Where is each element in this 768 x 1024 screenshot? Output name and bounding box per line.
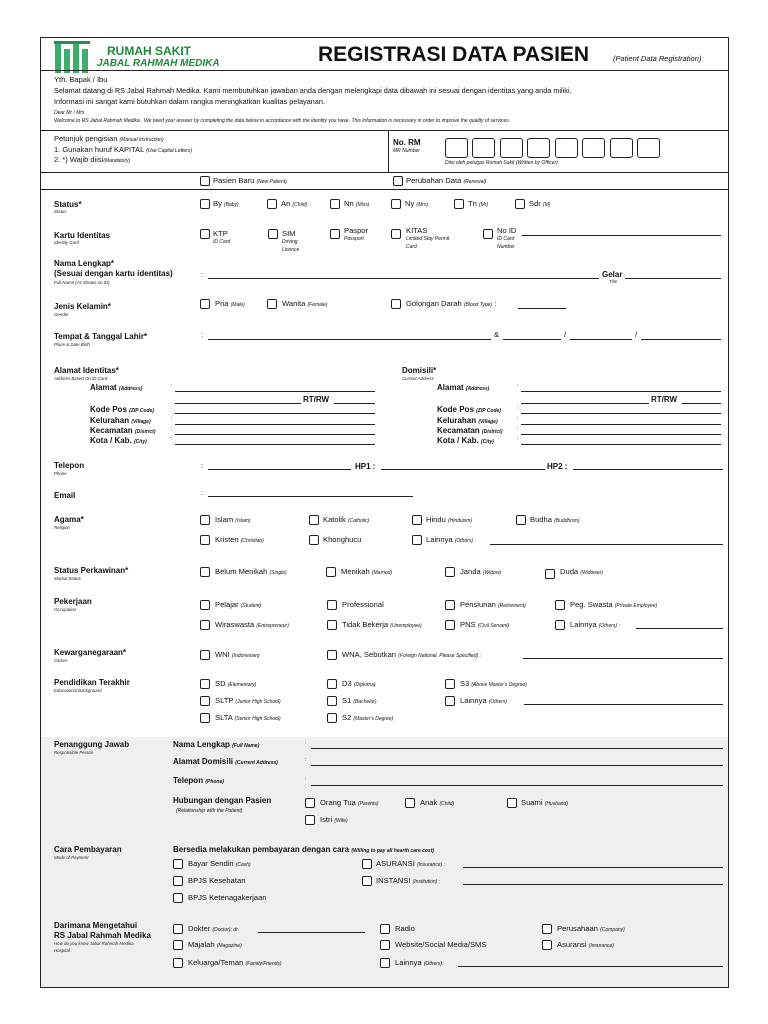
current-city-input[interactable] — [521, 444, 721, 445]
wna-checkbox[interactable] — [327, 650, 337, 660]
female-checkbox[interactable] — [267, 299, 277, 309]
email-input[interactable] — [208, 496, 413, 497]
mr-number-note: Diisi oleh petugas Rumah Sakit (Written by Officer) — [445, 160, 558, 166]
source-checkbox[interactable] — [380, 958, 390, 968]
blood-type-checkbox[interactable] — [391, 299, 401, 309]
occupation-checkbox[interactable] — [200, 620, 210, 630]
mr-digit-box[interactable] — [472, 138, 495, 158]
status-option: Tn (Mr) — [468, 199, 489, 208]
status-label: Status* — [54, 200, 82, 209]
doctor-name-input[interactable] — [258, 932, 365, 933]
divider — [40, 189, 729, 190]
status-option: An (Child) — [281, 199, 308, 208]
relation-checkbox[interactable] — [305, 798, 315, 808]
religion-checkbox[interactable] — [309, 515, 319, 525]
status-option: By (Baby) — [213, 199, 239, 208]
id-card-label: Kartu Identitas — [54, 231, 111, 240]
hospital-name-2: JABAL RAHMAH MEDIKA — [97, 58, 220, 69]
education-checkbox[interactable] — [327, 713, 337, 723]
occupation-checkbox[interactable] — [445, 620, 455, 630]
responsible-name-input[interactable] — [311, 748, 723, 749]
birth-month-input[interactable] — [570, 339, 632, 340]
status-checkbox[interactable] — [330, 199, 340, 209]
id-address-input-2[interactable] — [175, 403, 301, 404]
status-checkbox[interactable] — [267, 199, 277, 209]
intro-en-1: Dear Mr / Mrs — [54, 110, 85, 116]
hospital-name: RUMAH SAKIT — [107, 44, 191, 58]
occupation-other-input[interactable] — [636, 628, 723, 629]
title-label: Gelar — [602, 270, 623, 279]
instruction-rule-2: 2. *) Wajib diisi(Mandatory) — [54, 155, 131, 164]
source-checkbox[interactable] — [173, 958, 183, 968]
intro-line-2: Informasi ini sangat kami butuhkan dalam rangka meningkatkan kualitas pelayanan. — [54, 97, 325, 106]
religion-checkbox[interactable] — [200, 515, 210, 525]
status-checkbox[interactable] — [391, 199, 401, 209]
payment-checkbox[interactable] — [173, 859, 183, 869]
occupation-checkbox[interactable] — [200, 600, 210, 610]
mr-digit-box[interactable] — [582, 138, 605, 158]
data-renewal-label: Perubahan Data (Renewal) — [406, 176, 487, 185]
mr-digit-box[interactable] — [445, 138, 468, 158]
mr-number-label: No. RM — [393, 138, 421, 147]
status-checkbox[interactable] — [515, 199, 525, 209]
status-checkbox[interactable] — [454, 199, 464, 209]
divider — [40, 70, 729, 71]
page-title-en: (Patient Data Registration) — [613, 54, 702, 63]
hp1-input[interactable] — [381, 469, 545, 470]
current-address-input[interactable] — [521, 391, 721, 392]
current-rtrw-input[interactable] — [682, 403, 721, 404]
religion-checkbox[interactable] — [309, 535, 319, 545]
mr-digit-box[interactable] — [637, 138, 660, 158]
occupation-checkbox[interactable] — [555, 600, 565, 610]
blood-type-input[interactable] — [518, 308, 566, 309]
current-address-input-2[interactable] — [521, 403, 649, 404]
religion-checkbox[interactable] — [516, 515, 526, 525]
greeting: Yth. Bapak / Ibu — [54, 75, 108, 84]
mr-digit-box[interactable] — [527, 138, 550, 158]
id-village-input[interactable] — [175, 424, 375, 425]
current-district-input[interactable] — [521, 434, 721, 435]
occupation-checkbox[interactable] — [555, 620, 565, 630]
education-checkbox[interactable] — [445, 679, 455, 689]
id-address-input[interactable] — [175, 391, 375, 392]
relation-label: Hubungan dengan Pasien — [173, 796, 272, 805]
wna-country-input[interactable] — [523, 658, 723, 659]
id-zip-input[interactable] — [175, 413, 375, 414]
source-checkbox[interactable] — [173, 940, 183, 950]
id-number-input[interactable] — [522, 235, 721, 236]
religion-checkbox[interactable] — [412, 535, 422, 545]
marital-checkbox[interactable] — [445, 567, 455, 577]
divider — [388, 130, 389, 172]
responsible-phone-input[interactable] — [311, 785, 723, 786]
intro-en-2: Welcome to RS Jabal Rahmah Medika . We need your answer by completing the data below in accordance with the identity you have. This information is necessary in order to improve the quality of services. — [54, 118, 511, 124]
education-checkbox[interactable] — [445, 696, 455, 706]
institution-input[interactable] — [463, 884, 723, 885]
data-renewal-checkbox[interactable] — [393, 176, 403, 186]
source-label: Darimana Mengetahui — [54, 921, 138, 930]
education-other-input[interactable] — [524, 704, 723, 705]
relation-checkbox[interactable] — [305, 815, 315, 825]
relation-checkbox[interactable] — [507, 798, 517, 808]
current-zip-input[interactable] — [521, 413, 721, 414]
payment-checkbox[interactable] — [173, 893, 183, 903]
status-option: Nn (Miss) — [344, 199, 370, 208]
marital-label: Status Perkawinan* — [54, 566, 129, 575]
relation-checkbox[interactable] — [405, 798, 415, 808]
status-option: Ny (Mrs) — [405, 199, 429, 208]
payment-checkbox[interactable] — [362, 876, 372, 886]
source-checkbox[interactable] — [173, 924, 183, 934]
birth-year-input[interactable] — [641, 339, 721, 340]
status-checkbox[interactable] — [200, 199, 210, 209]
source-checkbox[interactable] — [380, 940, 390, 950]
payment-checkbox[interactable] — [362, 859, 372, 869]
intro-line-1: Selamat datang di RS Jabal Rahmah Medika. Kami membutuhkan jawaban anda dengan melengkapi data dibawah ini sesuai dengan identitas yang anda miliki. — [54, 86, 572, 95]
religion-label: Agama* — [54, 515, 84, 524]
new-patient-label: Pasien Baru (New Patient) — [213, 176, 287, 185]
id-district-input[interactable] — [175, 434, 375, 435]
religion-checkbox[interactable] — [412, 515, 422, 525]
id-card-checkbox[interactable] — [200, 229, 210, 239]
email-label: Email — [54, 491, 76, 500]
status-option: Sdr (M) — [529, 199, 551, 208]
instruction-rule-1: 1. Gunakan huruf KAPITAL (Use Capital Letters) — [54, 145, 193, 154]
source-checkbox[interactable] — [542, 924, 552, 934]
phone-input[interactable] — [208, 469, 351, 470]
page-title: REGISTRASI DATA PASIEN — [318, 43, 590, 66]
payment-label: Cara Pembayaran — [54, 845, 122, 854]
education-checkbox[interactable] — [200, 713, 210, 723]
title-input[interactable] — [625, 278, 721, 279]
payment-checkbox[interactable] — [173, 876, 183, 886]
full-name-input[interactable] — [208, 278, 599, 279]
occupation-checkbox[interactable] — [445, 600, 455, 610]
religion-other-input[interactable] — [490, 544, 723, 545]
responsible-label: Penanggung Jawab — [54, 740, 130, 749]
id-card-checkbox[interactable] — [330, 229, 340, 239]
marital-checkbox[interactable] — [200, 567, 210, 577]
marital-checkbox[interactable] — [326, 567, 336, 577]
occupation-label: Pekerjaan — [54, 597, 92, 606]
phone-label: Telepon — [54, 461, 85, 470]
male-checkbox[interactable] — [200, 299, 210, 309]
id-card-checkbox[interactable] — [268, 229, 278, 239]
current-address-label: Domisili* — [402, 366, 437, 375]
divider — [40, 172, 729, 173]
education-checkbox[interactable] — [200, 679, 210, 689]
birth-day-input[interactable] — [503, 339, 561, 340]
divider — [40, 130, 729, 131]
full-name-label: Nama Lengkap* — [54, 259, 115, 268]
education-label: Pendidikan Terakhir — [54, 678, 130, 687]
birth-label: Tempat & Tanggal Lahir* — [54, 332, 148, 341]
education-checkbox[interactable] — [327, 679, 337, 689]
marital-checkbox[interactable] — [545, 569, 555, 579]
source-checkbox[interactable] — [380, 924, 390, 934]
instruction-title: Petunjuk pengisian (Manual Instruction) — [54, 134, 164, 143]
gender-label: Jenis Kelamin* — [54, 302, 111, 311]
mr-digit-box[interactable] — [555, 138, 578, 158]
mr-digit-box[interactable] — [500, 138, 523, 158]
education-checkbox[interactable] — [200, 696, 210, 706]
source-other-input[interactable] — [458, 966, 723, 967]
hp2-input[interactable] — [573, 469, 723, 470]
birth-place-input[interactable] — [208, 339, 491, 340]
occupation-checkbox[interactable] — [327, 620, 337, 630]
education-checkbox[interactable] — [327, 696, 337, 706]
wni-checkbox[interactable] — [200, 650, 210, 660]
mr-digit-box[interactable] — [610, 138, 633, 158]
id-address-label: Alamat Identitas* — [54, 366, 119, 375]
citizenship-label: Kewarganegaraan* — [54, 648, 127, 657]
id-card-checkbox[interactable] — [483, 229, 493, 239]
occupation-checkbox[interactable] — [327, 600, 337, 610]
mr-number-label-en: MR Number — [393, 148, 420, 154]
id-rtrw-input[interactable] — [334, 403, 375, 404]
current-village-input[interactable] — [521, 424, 721, 425]
id-city-input[interactable] — [175, 444, 375, 445]
responsible-address-input[interactable] — [311, 765, 723, 766]
insurance-input[interactable] — [463, 867, 723, 868]
source-checkbox[interactable] — [542, 940, 552, 950]
id-card-checkbox[interactable] — [391, 229, 401, 239]
new-patient-checkbox[interactable] — [200, 176, 210, 186]
religion-checkbox[interactable] — [200, 535, 210, 545]
